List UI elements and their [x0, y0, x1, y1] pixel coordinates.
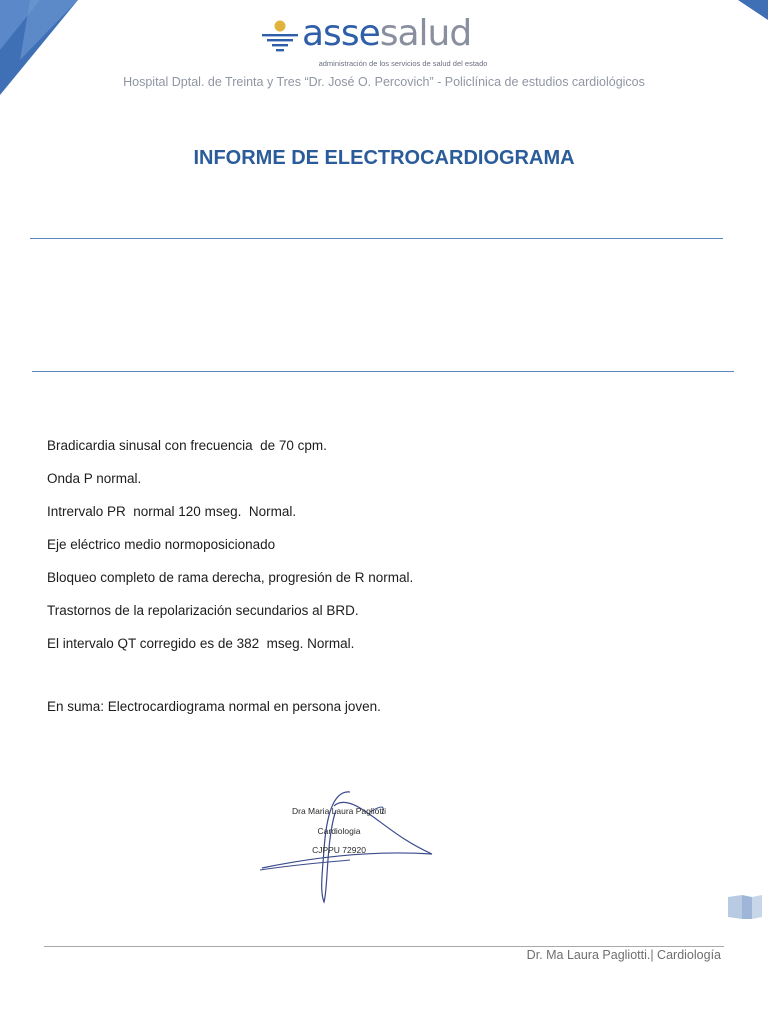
report-summary: En suma: Electrocardiograma normal en persona joven. — [47, 699, 381, 714]
signer-name: Dra Maria Laura Pagliotti — [291, 806, 386, 816]
logo-wordmark — [302, 12, 471, 56]
logo-text-asse: asse — [302, 13, 380, 54]
report-title: INFORME DE ELECTROCARDIOGRAMA — [193, 147, 575, 169]
divider-top — [30, 238, 723, 239]
footer-text: Dr. Ma Laura Pagliotti.| Cardiología — [526, 948, 721, 962]
finding-item: Onda P normal. — [47, 471, 142, 486]
finding-item: El intervalo QT corregido es de 382 mseg. Normal. — [47, 636, 355, 651]
signature-block — [200, 780, 480, 910]
finding-item: Bradicardia sinusal con frecuencia de 70 cpm. — [47, 438, 327, 453]
finding-item: Bloqueo completo de rama derecha, progresión de R normal. — [47, 570, 414, 585]
finding-item: Trastornos de la repolarización secundarios al BRD. — [47, 603, 359, 618]
finding-item: Intrervalo PR normal 120 mseg. Normal. — [47, 504, 297, 519]
book-icon — [726, 893, 764, 921]
corner-decoration-left — [0, 0, 120, 110]
finding-item: Eje eléctrico medio normoposicionado — [47, 537, 276, 552]
signature-stamp — [264, 802, 414, 861]
logo-symbol-icon — [262, 20, 298, 52]
corner-decoration-right — [708, 0, 768, 30]
findings-list — [47, 437, 707, 668]
divider-bottom — [32, 371, 734, 372]
asse-logo — [262, 13, 502, 72]
logo-tagline: administración de los servicios de salud del estado — [318, 59, 488, 68]
footer-divider — [44, 946, 724, 947]
logo-text-salud: salud — [379, 13, 472, 54]
signer-specialty: Cardiologia — [317, 825, 361, 836]
signer-registration: CJPPU 72920 — [312, 845, 366, 855]
hospital-subtitle: Hospital Dptal. de Treinta y Tres “Dr. José O. Percovich” - Policlínica de estudios cardiológicos — [123, 75, 645, 89]
